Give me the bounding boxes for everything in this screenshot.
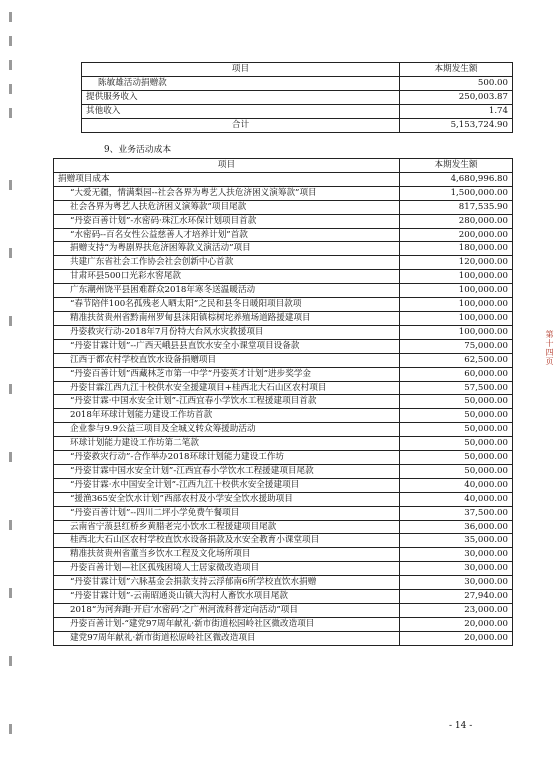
table-row [54, 437, 513, 451]
table-row [54, 506, 513, 520]
row-amount: 20,000.00 [400, 631, 513, 645]
row-item: 提供服务收入 [82, 90, 400, 104]
table-row [54, 172, 513, 186]
table-row [54, 367, 513, 381]
total-row [82, 118, 513, 132]
row-amount: 35,000.00 [400, 534, 513, 548]
row-item: 丹姿百善计划-“建党97周年献礼·新市街道松园岭社区微改造项目 [54, 617, 400, 631]
row-amount: 100,000.00 [400, 325, 513, 339]
table-row [54, 242, 513, 256]
row-item: “丹姿甘霖计划”六脉基金会捐款支持云浮郁南6所学校直饮水捐赠 [54, 576, 400, 590]
row-item: “丹姿甘霖计划”-云南昭通炎山镇大沟村人畜饮水项目尾款 [54, 590, 400, 604]
table-row [54, 228, 513, 242]
page-number: - 14 - [449, 721, 473, 731]
table-row [54, 534, 513, 548]
row-item: “援渔365安全饮水计划”西部农村及小学安全饮水援助项目 [54, 492, 400, 506]
row-amount: 30,000.00 [400, 576, 513, 590]
row-amount: 120,000.00 [400, 256, 513, 270]
table-row [54, 381, 513, 395]
row-amount: 60,000.00 [400, 367, 513, 381]
binding-hole [9, 108, 12, 118]
table-row [54, 325, 513, 339]
row-item: 江西于都农村学校直饮水设备捐赠项目 [54, 353, 400, 367]
table-row [54, 478, 513, 492]
row-amount: 100,000.00 [400, 284, 513, 298]
section-title: 9、业务活动成本 [104, 145, 172, 155]
row-amount: 1,500,000.00 [400, 186, 513, 200]
binding-hole [9, 452, 12, 462]
row-amount: 57,500.00 [400, 381, 513, 395]
table-row [54, 298, 513, 312]
row-amount: 50,000.00 [400, 437, 513, 451]
row-amount: 50,000.00 [400, 395, 513, 409]
table-header-row [54, 159, 513, 173]
binding-hole [9, 588, 12, 598]
row-amount: 180,000.00 [400, 242, 513, 256]
row-item: “丹姿百善计划”--四川二坪小学免费午餐项目 [54, 506, 400, 520]
table-header-row [82, 63, 513, 77]
total-amount: 5,153,724.90 [400, 118, 513, 132]
row-amount: 40,000.00 [400, 492, 513, 506]
table-row [54, 256, 513, 270]
row-amount: 20,000.00 [400, 617, 513, 631]
row-amount: 50,000.00 [400, 464, 513, 478]
row-amount: 75,000.00 [400, 339, 513, 353]
row-item: “丹姿甘霖中国水安全计划”-江西宜春小学饮水工程援建项目尾款 [54, 464, 400, 478]
row-amount: 500.00 [400, 76, 513, 90]
row-item: 精准扶贫贵州省董当乡饮水工程及文化场所项目 [54, 548, 400, 562]
row-amount: 817,535.90 [400, 200, 513, 214]
row-item: 捐赠项目成本 [54, 172, 400, 186]
table-row [54, 186, 513, 200]
row-amount: 100,000.00 [400, 311, 513, 325]
row-item: 2018年环球计划能力建设工作坊首款 [54, 409, 400, 423]
header-amount: 本期发生额 [400, 159, 513, 173]
row-amount: 36,000.00 [400, 520, 513, 534]
row-item: 丹姿救灾行动-2018年7月份特大台风水灾救援项目 [54, 325, 400, 339]
row-item: “水密码--百名女性公益慈善人才培养计划”首款 [54, 228, 400, 242]
binding-hole [9, 180, 12, 190]
binding-hole [9, 656, 12, 666]
row-item: “丹姿甘霖计划”--广西天峨县县直饮水安全小课堂项目设备款 [54, 339, 400, 353]
table-row [54, 590, 513, 604]
binding-hole [9, 384, 12, 394]
table-row [54, 520, 513, 534]
table-row [54, 409, 513, 423]
table-row [54, 284, 513, 298]
row-item: 环球计划能力建设工作坊第二笔款 [54, 437, 400, 451]
row-amount: 250,003.87 [400, 90, 513, 104]
table-row [54, 604, 513, 618]
table-row [54, 200, 513, 214]
row-item: 精准扶贫贵州省黔南州罗甸县沫阳镇棕树坨养殖场道路援建项目 [54, 311, 400, 325]
table-row [54, 576, 513, 590]
binding-hole [9, 248, 12, 258]
row-item: 社会各界为粤艺人扶危济困义演筹款”项目尾款 [54, 200, 400, 214]
row-item: 捐赠支持“为粤剧界扶危济困筹款义演活动”项目 [54, 242, 400, 256]
binding-hole [9, 316, 12, 326]
row-amount: 30,000.00 [400, 548, 513, 562]
table-row [54, 548, 513, 562]
table-row [54, 451, 513, 465]
row-item: 其他收入 [82, 104, 400, 118]
row-amount: 100,000.00 [400, 298, 513, 312]
table-row [54, 270, 513, 284]
row-item: “春节陪伴100名孤残老人晒太阳”之民和县冬日暖阳项目款项 [54, 298, 400, 312]
table-row [54, 395, 513, 409]
row-amount: 30,000.00 [400, 562, 513, 576]
binding-hole [9, 12, 12, 22]
table-row [82, 76, 513, 90]
income-table [81, 62, 513, 133]
row-amount: 50,000.00 [400, 423, 513, 437]
row-amount: 280,000.00 [400, 214, 513, 228]
row-item: 丹姿甘霖江西九江十校供水安全援建项目+桂西北大石山区农村项目 [54, 381, 400, 395]
row-item: 云南省宁蒗县红桥乡黄腊老完小饮水工程援建项目尾款 [54, 520, 400, 534]
row-item: 丹姿百善计划—社区孤残困境人士居家微改造项目 [54, 562, 400, 576]
table-row [54, 339, 513, 353]
header-item: 项目 [82, 63, 400, 77]
row-item: 建党97周年献礼·新市街道松原岭社区微改造项目 [54, 631, 400, 645]
row-item: 桂西北大石山区农村学校直饮水设备捐款及水安全教育小课堂项目 [54, 534, 400, 548]
table-row [54, 423, 513, 437]
side-stamp: 第十四页 [545, 330, 554, 366]
row-item: 企业参与9.9公益三项目及全城义转众筹援助活动 [54, 423, 400, 437]
row-amount: 40,000.00 [400, 478, 513, 492]
binding-hole [9, 520, 12, 530]
table-row [82, 90, 513, 104]
row-amount: 50,000.00 [400, 451, 513, 465]
table-row [54, 214, 513, 228]
row-amount: 200,000.00 [400, 228, 513, 242]
row-amount: 50,000.00 [400, 409, 513, 423]
row-item: 2018“为河奔跑·开启‘水密码’之广州河流科普定向活动”项目 [54, 604, 400, 618]
table-row [54, 353, 513, 367]
binding-hole [9, 84, 12, 94]
row-amount: 37,500.00 [400, 506, 513, 520]
header-amount: 本期发生额 [400, 63, 513, 77]
row-item: 广东潮州饶平县困难群众2018年寒冬送温暖活动 [54, 284, 400, 298]
row-amount: 27,940.00 [400, 590, 513, 604]
row-item: “丹姿甘霖·水中国安全计划”-江西九江十校供水安全援建项目 [54, 478, 400, 492]
row-item: 共建广东省社会工作协会社会创新中心首款 [54, 256, 400, 270]
row-amount: 23,000.00 [400, 604, 513, 618]
row-item: 甘肃环县500口光彩水窖尾款 [54, 270, 400, 284]
cost-table [53, 158, 513, 646]
row-amount: 62,500.00 [400, 353, 513, 367]
row-item: “丹姿救灾行动”-合作举办2018环球计划能力建设工作坊 [54, 451, 400, 465]
row-item: 陈敏雄活动捐赠款 [82, 76, 400, 90]
table-row [54, 617, 513, 631]
row-amount: 4,680,996.80 [400, 172, 513, 186]
binding-hole [9, 36, 12, 46]
table-row [82, 104, 513, 118]
binding-hole [9, 60, 12, 70]
total-label: 合计 [82, 118, 400, 132]
header-item: 项目 [54, 159, 400, 173]
table-row [54, 464, 513, 478]
binding-hole [9, 724, 12, 734]
row-amount: 100,000.00 [400, 270, 513, 284]
table-row [54, 562, 513, 576]
table-row [54, 631, 513, 645]
row-amount: 1.74 [400, 104, 513, 118]
row-item: “大爱无疆，情满梨园--社会各界为粤艺人扶危济困义演筹款”项目 [54, 186, 400, 200]
row-item: “丹姿甘霖·中国水安全计划”-江西宜春小学饮水工程援建项目首款 [54, 395, 400, 409]
table-row [54, 311, 513, 325]
row-item: “丹姿百善计划”-水密码·珠江水环保计划项目首款 [54, 214, 400, 228]
table-row [54, 492, 513, 506]
row-item: “丹姿百善计划”西藏林芝市第一中学“丹姿英才计划”进步奖学金 [54, 367, 400, 381]
